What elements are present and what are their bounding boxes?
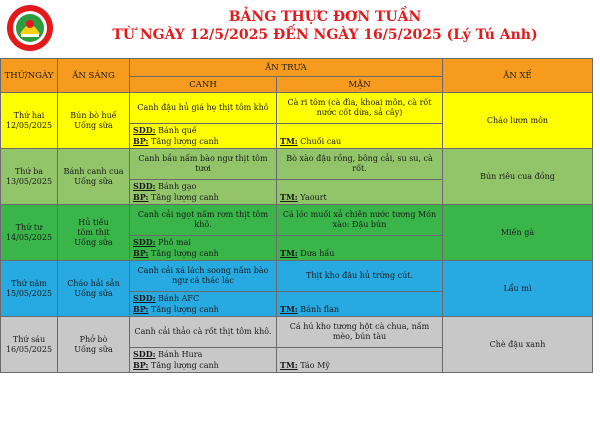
day-cell — [1, 205, 58, 261]
tm-label: TM: — [280, 360, 298, 370]
col-header-snack: ĂN XẾ — [443, 59, 593, 93]
tm-value: Bánh flan — [297, 305, 340, 314]
breakfast-line: Uống sữa — [74, 120, 113, 130]
soup-cell: Canh cải xá lách soong nấm bào ngư cá thác lác — [130, 261, 277, 292]
bp-value: Tăng lượng canh — [148, 193, 219, 202]
bp-value: Tăng lượng canh — [148, 249, 219, 258]
breakfast-line: Uống sữa — [74, 176, 113, 186]
menu-title — [60, 8, 590, 44]
title-line-1: BẢNG THỰC ĐƠN TUẦN — [228, 9, 422, 25]
dessert-cell — [277, 348, 443, 373]
main-dish-cell: Thịt kho đậu hủ trứng cút. — [277, 261, 443, 292]
table-row — [1, 317, 593, 348]
extra-notes-cell — [130, 236, 277, 261]
main-dish-cell: Cà ri tôm (cà đìa, khoai môn, cà rốt nước cốt dừa, sả cây) — [277, 93, 443, 124]
breakfast-line: Cháo hải sản — [67, 278, 120, 288]
bp-label: BP: — [133, 304, 149, 314]
bp-value: Tăng lượng canh — [148, 361, 219, 370]
sdd-value: Bánh quế — [155, 126, 197, 135]
breakfast-line: Hủ tiếu — [78, 217, 109, 227]
day-name: Thứ sáu — [12, 334, 46, 344]
day-cell — [1, 261, 58, 317]
sdd-label: SDD: — [133, 293, 156, 303]
main-dish-cell: Bò xào đậu rồng, bông cải, su su, cà rốt. — [277, 149, 443, 180]
tm-value: Chuối cau — [297, 137, 342, 146]
breakfast-cell — [58, 149, 130, 205]
tm-label: TM: — [280, 304, 298, 314]
bp-value: Tăng lượng canh — [148, 137, 219, 146]
breakfast-cell — [58, 93, 130, 149]
breakfast-line: Uống sữa — [74, 344, 113, 354]
day-date: 13/05/2025 — [5, 176, 53, 186]
main-dish-cell: Cá lóc muối xả chiên nước tương Món xào: Đậu bún — [277, 205, 443, 236]
breakfast-line: Bánh canh cua — [63, 166, 124, 176]
dessert-cell — [277, 180, 443, 205]
main-dish-cell: Cá hú kho tương hột cà chua, nấm mèo, bún tàu — [277, 317, 443, 348]
col-header-lunch: ĂN TRƯA — [130, 59, 443, 77]
breakfast-cell — [58, 261, 130, 317]
table-row — [1, 261, 593, 292]
day-date: 15/05/2025 — [5, 288, 53, 298]
bp-label: BP: — [133, 248, 149, 258]
day-name: Thứ tư — [15, 222, 43, 232]
day-date: 14/05/2025 — [5, 232, 53, 242]
day-date: 16/05/2025 — [5, 344, 53, 354]
dessert-cell — [277, 236, 443, 261]
soup-cell: Canh đậu hủ giá hẹ thịt tôm khô — [130, 93, 277, 124]
day-name: Thứ năm — [11, 278, 47, 288]
day-name: Thứ hai — [13, 110, 45, 120]
extra-notes-cell — [130, 292, 277, 317]
breakfast-line: tôm thịt — [77, 227, 110, 237]
tm-value: Dưa hấu — [297, 249, 335, 258]
sdd-value: Bánh gạo — [155, 182, 197, 191]
table-row — [1, 93, 593, 124]
tm-label: TM: — [280, 192, 298, 202]
snack-cell: Chè đậu xanh — [443, 317, 593, 373]
breakfast-line: Uống sữa — [74, 288, 113, 298]
weekly-menu-table — [0, 58, 593, 373]
bp-label: BP: — [133, 360, 149, 370]
sdd-value: Phô mai — [155, 238, 191, 247]
school-logo — [6, 4, 54, 52]
breakfast-line: Uống sữa — [74, 237, 113, 247]
sdd-label: SDD: — [133, 125, 156, 135]
bp-label: BP: — [133, 192, 149, 202]
dessert-cell — [277, 124, 443, 149]
snack-cell: Cháo lươn môn — [443, 93, 593, 149]
breakfast-cell — [58, 205, 130, 261]
bp-label: BP: — [133, 136, 149, 146]
extra-notes-cell — [130, 124, 277, 149]
day-cell — [1, 93, 58, 149]
col-header-day: THỨ/NGÀY — [1, 59, 58, 93]
tm-value: Táo Mỹ — [297, 361, 330, 370]
day-date: 12/05/2025 — [5, 120, 53, 130]
snack-cell: Miến gà — [443, 205, 593, 261]
tm-value: Yaourt — [297, 193, 327, 202]
title-line-2: TỪ NGÀY 12/5/2025 ĐẾN NGÀY 16/5/2025 (Lý Tú Anh) — [112, 27, 538, 43]
soup-cell: Canh cải ngọt nấm rơm thịt tôm khô. — [130, 205, 277, 236]
table-row — [1, 205, 593, 236]
col-header-breakfast: ĂN SÁNG — [58, 59, 130, 93]
tm-label: TM: — [280, 248, 298, 258]
sdd-label: SDD: — [133, 349, 156, 359]
soup-cell: Canh bầu nấm bào ngư thịt tôm tươi — [130, 149, 277, 180]
sdd-value: Bánh AFC — [155, 294, 200, 303]
breakfast-cell — [58, 317, 130, 373]
sdd-label: SDD: — [133, 237, 156, 247]
soup-cell: Canh cải thảo cà rốt thịt tôm khô. — [130, 317, 277, 348]
extra-notes-cell — [130, 180, 277, 205]
breakfast-line: Bún bò huế — [70, 110, 117, 120]
extra-notes-cell — [130, 348, 277, 373]
day-cell — [1, 149, 58, 205]
day-cell — [1, 317, 58, 373]
col-header-main: MẶN — [277, 77, 443, 93]
bp-value: Tăng lượng canh — [148, 305, 219, 314]
col-header-soup: CANH — [130, 77, 277, 93]
sdd-value: Bánh Hura — [155, 350, 203, 359]
day-name: Thứ ba — [14, 166, 44, 176]
table-row — [1, 149, 593, 180]
dessert-cell — [277, 292, 443, 317]
tm-label: TM: — [280, 136, 298, 146]
snack-cell: Lẩu mì — [443, 261, 593, 317]
breakfast-line: Phở bò — [79, 334, 108, 344]
snack-cell: Bún riêu cua đồng — [443, 149, 593, 205]
sdd-label: SDD: — [133, 181, 156, 191]
